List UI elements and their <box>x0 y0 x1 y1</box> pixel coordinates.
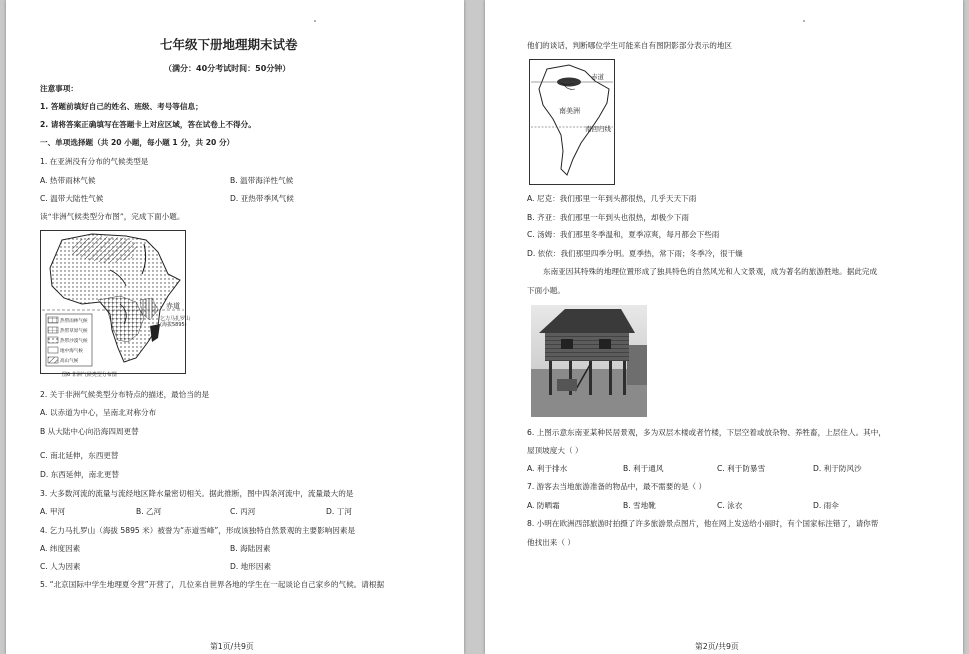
legend-swatch-desert <box>48 337 58 343</box>
q8-stem-line-2: 他找出来（ ） <box>527 538 575 547</box>
q7-option-b: B. 雪地靴 <box>623 501 656 510</box>
stilt <box>549 361 552 395</box>
page-footer: 第2页/共9页 <box>695 642 739 651</box>
q7-option-c: C. 泳衣 <box>717 501 743 510</box>
q4-option-c: C. 人为因素 <box>40 562 81 571</box>
q5-option-b: B. 齐亚：我们那里一年到头也很热，却极少下雨 <box>527 213 689 222</box>
q7-option-d: D. 雨伞 <box>813 501 839 510</box>
q1-option-c: C. 温带大陆性气候 <box>40 194 104 203</box>
legend-swatch-savanna <box>48 327 58 333</box>
q3-option-b: B. 乙河 <box>136 507 162 516</box>
kilimanjaro-elevation: (海拔5895) <box>160 322 187 328</box>
legend-label-5: 高山气候 <box>60 359 79 364</box>
map-caption: 图6 非洲气候类型分布图 <box>62 372 117 378</box>
legend-label-1: 热带雨林气候 <box>60 319 88 324</box>
q2-stem: 2. 关于非洲气候类型分布特点的描述，最恰当的是 <box>40 390 210 399</box>
q6-option-a: A. 利于排水 <box>527 464 568 473</box>
passage-line-1: 东南亚因其特殊的地理位置形成了独具特色的自然风光和人文景观，成为著名的旅游胜地。据此完成 <box>543 267 878 276</box>
q3-stem: 3. 大多数河流的流量与流经地区降水量密切相关。据此推断，图中四条河流中，流量最大的是 <box>40 489 354 498</box>
q7-option-a: A. 防晒霜 <box>527 501 560 510</box>
section-heading: 一、单项选择题（共 20 小题，每小题 1 分，共 20 分） <box>40 138 235 147</box>
q4-option-b: B. 海陆因素 <box>230 544 271 553</box>
exam-page-2 <box>485 0 963 654</box>
upper-floor <box>545 333 629 361</box>
q3-option-a: A. 甲河 <box>40 507 66 516</box>
tropic-label: 南回归线 <box>585 125 611 133</box>
q2-option-b: B 从大陆中心向沿海四周更替 <box>40 427 139 436</box>
equator-label: 赤道 <box>591 73 604 81</box>
exam-page-1 <box>6 0 464 654</box>
figure-intro: 读“非洲气候类型分布图”，完成下面小题。 <box>40 212 185 221</box>
q5-option-c: C. 汤姆：我们那里冬季温和，夏季凉爽，每月都会下些雨 <box>527 230 720 239</box>
legend-swatch-mediterranean <box>48 347 58 353</box>
q6-option-c: C. 利于防暴雪 <box>717 464 766 473</box>
legend-label-4: 地中海气候 <box>60 349 83 354</box>
kilimanjaro-label: 乞力马扎罗山 <box>160 316 191 322</box>
page-mark <box>314 20 316 22</box>
window <box>561 339 573 349</box>
q8-stem-line-1: 8. 小明在欧洲西部旅游时拍摄了许多旅游景点图片，他在网上发送给小丽时，有个国家标注错了，请你帮 <box>527 519 879 528</box>
stilt <box>623 361 626 395</box>
q6-stem-line-2: 屋顶坡度大（ ） <box>527 446 583 455</box>
q6-option-d: D. 利于防风沙 <box>813 464 862 473</box>
q2-option-c: C. 南北延伸，东西更替 <box>40 451 119 460</box>
stilt-house-photo <box>531 305 647 417</box>
q5-stem-continued: 他们的谈话，判断哪位学生可能来自有图阴影部分表示的地区 <box>527 41 733 50</box>
legend-swatch-highland <box>48 357 58 363</box>
q1-option-b: B. 温带海洋性气候 <box>230 176 294 185</box>
q5-option-a: A. 尼克：我们那里一年到头都很热，几乎天天下雨 <box>527 194 697 203</box>
page-footer: 第1页/共9页 <box>210 642 254 651</box>
q1-option-d: D. 亚热带季风气候 <box>230 194 294 203</box>
q1-option-a: A. 热带雨林气候 <box>40 176 96 185</box>
q6-option-b: B. 利于通风 <box>623 464 664 473</box>
q7-stem: 7. 游客去当地旅游准备的物品中，最不需要的是（ ） <box>527 482 707 491</box>
exam-title: 七年级下册地理期末试卷 <box>160 37 298 52</box>
africa-climate-map <box>40 230 191 374</box>
q5-option-d: D. 依依：我们那里四季分明。夏季热，常下雨；冬季冷，很干燥 <box>527 249 743 258</box>
exam-subtitle: （满分：40分考试时间：50分钟） <box>164 64 291 73</box>
q2-option-a: A. 以赤道为中心，呈南北对称分布 <box>40 408 157 417</box>
south-america-map <box>529 59 615 185</box>
legend-label-3: 热带沙漠气候 <box>60 339 88 344</box>
stored-items <box>557 379 577 391</box>
trees <box>627 345 647 385</box>
q1-stem: 1. 在亚洲没有分布的气候类型是 <box>40 157 149 166</box>
legend-label-2: 热带草原气候 <box>60 329 88 334</box>
notice-heading: 注意事项： <box>40 84 78 93</box>
q5-stem: 5. “北京国际中学生地理夏令营”开营了，几位来自世界各地的学生在一起谈论自己家乡的气候。请根据 <box>40 580 385 589</box>
window <box>599 339 611 349</box>
page-mark <box>803 20 805 22</box>
stilt <box>609 361 612 395</box>
q4-option-d: D. 地形因素 <box>230 562 272 571</box>
q6-stem-line-1: 6. 上图示意东南亚某种民居景观，多为双层木楼或者竹楼，下层空着或放杂物、养牲畜，上层住人。其中， <box>527 428 886 437</box>
q4-option-a: A. 纬度因素 <box>40 544 81 553</box>
notice-item-2: 2. 请将答案正确填写在答题卡上对应区域，答在试卷上不得分。 <box>40 120 256 129</box>
notice-item-1: 1. 答题前填好自己的姓名、班级、考号等信息； <box>40 102 203 111</box>
q2-option-d: D. 东西延伸，南北更替 <box>40 470 120 479</box>
q3-option-c: C. 丙河 <box>230 507 256 516</box>
legend-swatch-rainforest <box>48 317 58 323</box>
passage-line-2: 下面小题。 <box>527 286 565 295</box>
q3-option-d: D. 丁河 <box>326 507 352 516</box>
equator-label: 赤道 <box>166 302 180 310</box>
q4-stem: 4. 乞力马扎罗山（海拔 5895 米）被誉为“赤道雪峰”，形成该独特自然景观的主要影响因素是 <box>40 526 356 535</box>
continent-label: 南美洲 <box>559 107 580 115</box>
